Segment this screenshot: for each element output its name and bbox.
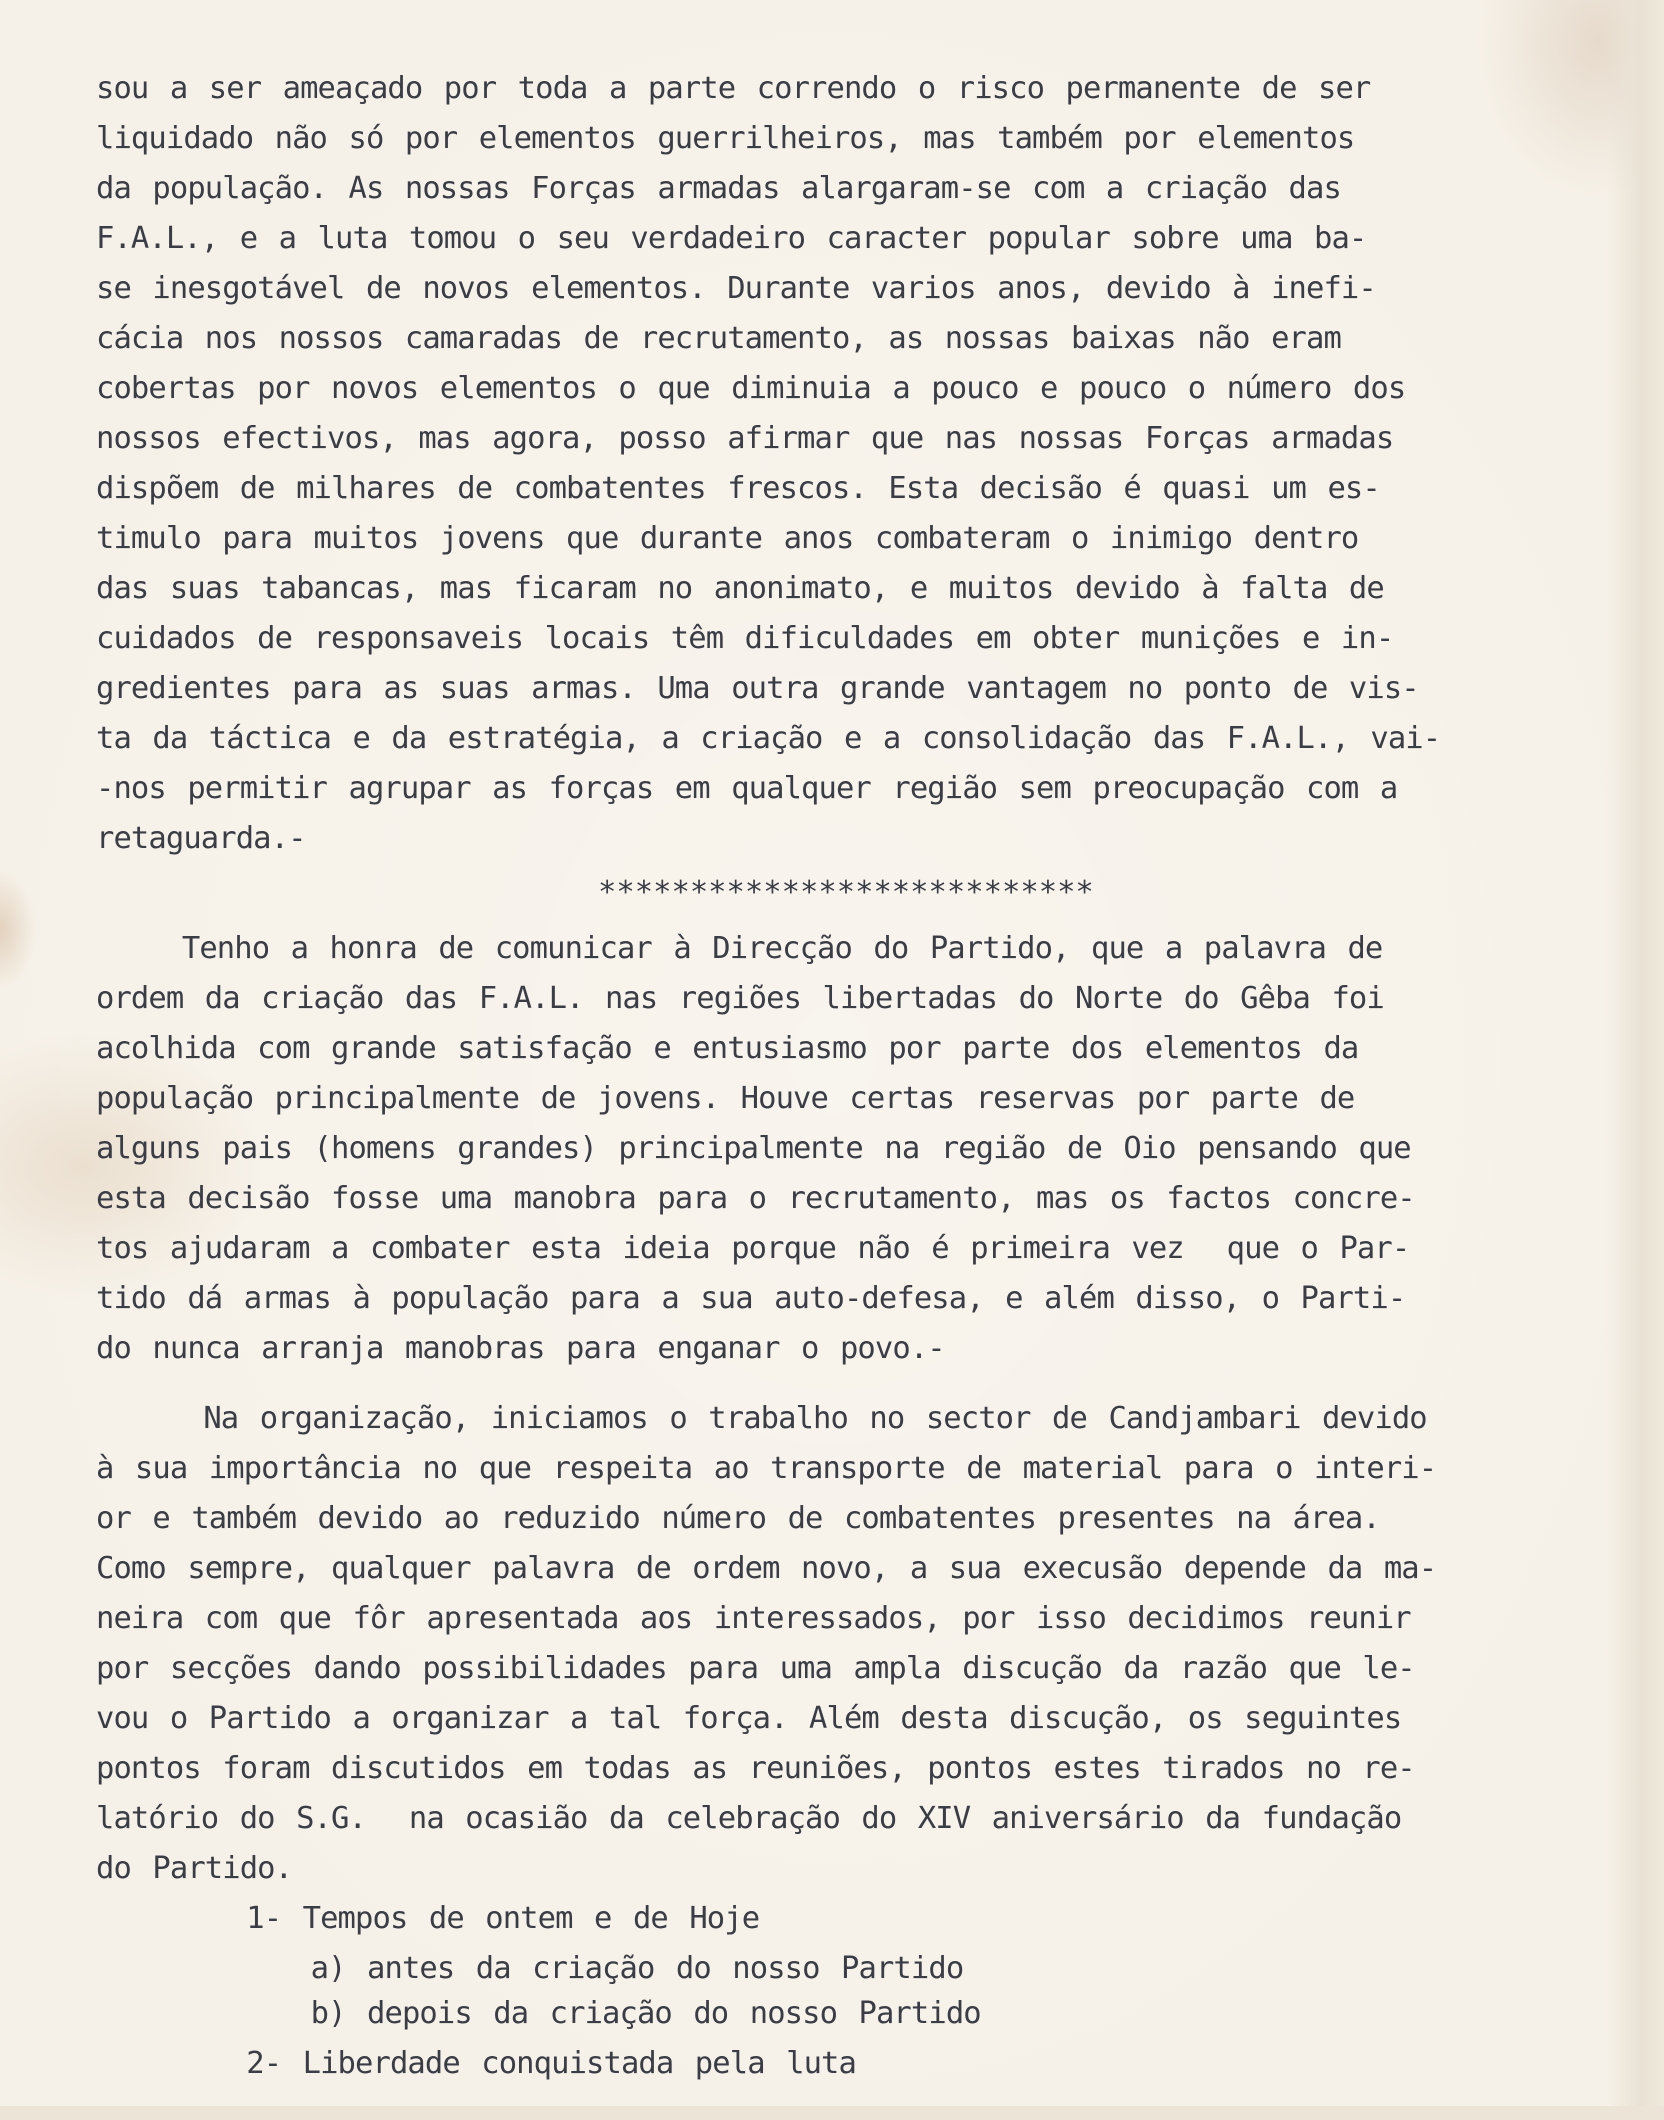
text-line: Como sempre, qualquer palavra de ordem novo, a sua execusão depende da ma- bbox=[96, 1551, 1437, 1586]
text-line: acolhida com grande satisfação e entusiasmo por parte dos elementos da bbox=[96, 1031, 1359, 1066]
list-item: a) antes da criação do nosso Partido bbox=[96, 1951, 964, 1986]
text-line: dispõem de milhares de combatentes frescos. Esta decisão é quasi um es- bbox=[96, 471, 1380, 506]
text-line: população principalmente de jovens. Houve certas reservas por parte de bbox=[96, 1081, 1355, 1116]
list-item: 1- Tempos de ontem e de Hoje bbox=[96, 1901, 760, 1936]
text-line: liquidado não só por elementos guerrilheiros, mas também por elementos bbox=[96, 121, 1355, 156]
text-line: à sua importância no que respeita ao transporte de material para o interi- bbox=[96, 1451, 1437, 1486]
text-line: latório do S.G. na ocasião da celebração do XIV aniversário da fundação bbox=[96, 1801, 1402, 1836]
text-line: por secções dando possibilidades para uma ampla discução da razão que le- bbox=[96, 1651, 1415, 1686]
list-item: 2- Liberdade conquistada pela luta bbox=[96, 2046, 856, 2081]
paper-stain bbox=[0, 870, 36, 990]
text-line: or e também devido ao reduzido número de combatentes presentes na área. bbox=[96, 1501, 1380, 1536]
text-line: sou a ser ameaçado por toda a parte correndo o risco permanente de ser bbox=[96, 71, 1371, 106]
text-line: das suas tabancas, mas ficaram no anonimato, e muitos devido à falta de bbox=[96, 571, 1384, 606]
text-line: do Partido. bbox=[96, 1851, 293, 1886]
list-item: b) depois da criação do nosso Partido bbox=[96, 1996, 981, 2031]
text-line: Tenho a honra de comunicar à Direcção do Partido, que a palavra de bbox=[96, 931, 1383, 966]
text-line: -nos permitir agrupar as forças em qualquer região sem preocupação com a bbox=[96, 771, 1398, 806]
text-line: alguns pais (homens grandes) principalmente na região de Oio pensando que bbox=[96, 1131, 1411, 1166]
text-line: tido dá armas à população para a sua auto-defesa, e além disso, o Parti- bbox=[96, 1281, 1406, 1316]
text-line: cuidados de responsaveis locais têm dificuldades em obter munições e in- bbox=[96, 621, 1394, 656]
text-line: ordem da criação das F.A.L. nas regiões libertadas do Norte do Gêba foi bbox=[96, 981, 1384, 1016]
page-edge bbox=[1606, 0, 1664, 2120]
text-line: Na organização, iniciamos o trabalho no sector de Candjambari devido bbox=[96, 1401, 1427, 1436]
text-line: esta decisão fosse uma manobra para o recrutamento, mas os factos concre- bbox=[96, 1181, 1415, 1216]
asterisk-separator: *************************** bbox=[598, 875, 1094, 910]
text-line: neira com que fôr apresentada aos interessados, por isso decidimos reunir bbox=[96, 1601, 1411, 1636]
text-line: se inesgotável de novos elementos. Durante varios anos, devido à inefi- bbox=[96, 271, 1376, 306]
page-bottom-edge bbox=[0, 2106, 1664, 2120]
text-line: do nunca arranja manobras para enganar o povo.- bbox=[96, 1331, 945, 1366]
text-line: nossos efectivos, mas agora, posso afirmar que nas nossas Forças armadas bbox=[96, 421, 1394, 456]
text-line: cobertas por novos elementos o que diminuia a pouco e pouco o número dos bbox=[96, 371, 1406, 406]
text-line: retaguarda.- bbox=[96, 821, 306, 856]
text-line: tos ajudaram a combater esta ideia porque não é primeira vez que o Par- bbox=[96, 1231, 1410, 1266]
text-line: ta da táctica e da estratégia, a criação e a consolidação das F.A.L., vai- bbox=[96, 721, 1441, 756]
text-line: pontos foram discutidos em todas as reuniões, pontos estes tirados no re- bbox=[96, 1751, 1415, 1786]
text-line: cácia nos nossos camaradas de recrutamento, as nossas baixas não eram bbox=[96, 321, 1341, 356]
text-line: F.A.L., e a luta tomou o seu verdadeiro caracter popular sobre uma ba- bbox=[96, 221, 1367, 256]
text-line: da população. As nossas Forças armadas alargaram-se com a criação das bbox=[96, 171, 1341, 206]
text-line: timulo para muitos jovens que durante anos combateram o inimigo dentro bbox=[96, 521, 1359, 556]
text-line: vou o Partido a organizar a tal força. Além desta discução, os seguintes bbox=[96, 1701, 1402, 1736]
text-line: gredientes para as suas armas. Uma outra grande vantagem no ponto de vis- bbox=[96, 671, 1419, 706]
